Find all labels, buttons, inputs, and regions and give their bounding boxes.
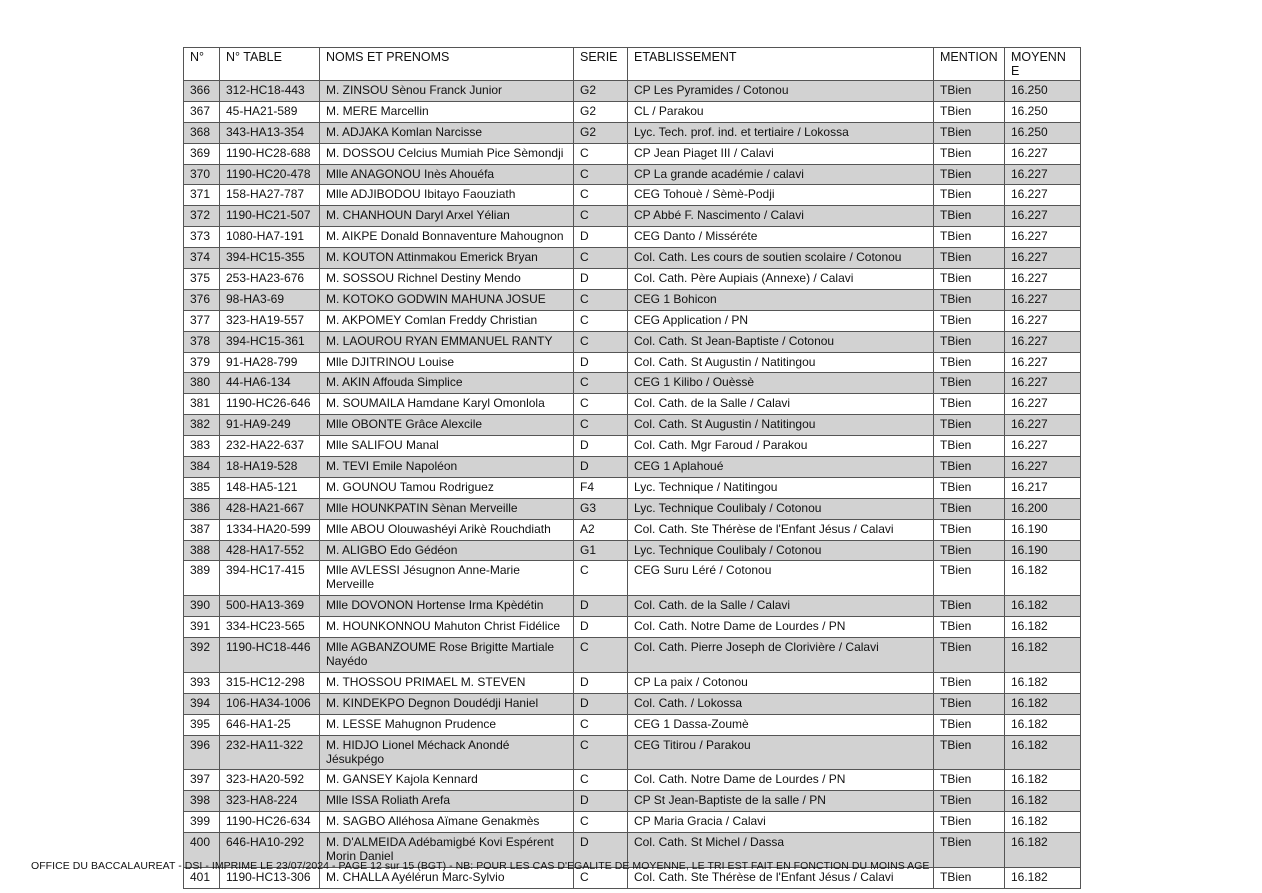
cell-establishment: Col. Cath. Ste Thérèse de l'Enfant Jésus / Calavi (628, 867, 934, 888)
cell-average: 16.227 (1005, 352, 1081, 373)
cell-mention: TBien (934, 310, 1005, 331)
cell-number: 392 (184, 638, 220, 673)
cell-table-number: 1334-HA20-599 (220, 519, 320, 540)
cell-number: 381 (184, 394, 220, 415)
cell-name: M. KOUTON Attinmakou Emerick Bryan (320, 248, 574, 269)
cell-establishment: CEG 1 Bohicon (628, 289, 934, 310)
cell-mention: TBien (934, 457, 1005, 478)
table-row (184, 812, 1081, 833)
cell-table-number: 428-HA21-667 (220, 498, 320, 519)
cell-table-number: 312-HC18-443 (220, 81, 320, 102)
cell-average: 16.182 (1005, 617, 1081, 638)
cell-average: 16.182 (1005, 812, 1081, 833)
cell-establishment: Col. Cath. St Augustin / Natitingou (628, 352, 934, 373)
cell-mention: TBien (934, 373, 1005, 394)
cell-serie: D (574, 693, 628, 714)
table-row (184, 672, 1081, 693)
table-row (184, 791, 1081, 812)
cell-establishment: Col. Cath. St Jean-Baptiste / Cotonou (628, 331, 934, 352)
cell-name: Mlle ANAGONOU Inès Ahouéfa (320, 164, 574, 185)
table-row (184, 498, 1081, 519)
column-header-serie: SERIE (574, 48, 628, 81)
cell-number: 393 (184, 672, 220, 693)
cell-establishment: CEG 1 Dassa-Zoumè (628, 714, 934, 735)
cell-serie: C (574, 248, 628, 269)
cell-serie: D (574, 791, 628, 812)
cell-mention: TBien (934, 352, 1005, 373)
cell-average: 16.182 (1005, 672, 1081, 693)
cell-average: 16.217 (1005, 477, 1081, 498)
cell-name: M. SOSSOU Richnel Destiny Mendo (320, 269, 574, 290)
cell-name: M. THOSSOU PRIMAEL M. STEVEN (320, 672, 574, 693)
cell-table-number: 334-HC23-565 (220, 617, 320, 638)
cell-serie: D (574, 352, 628, 373)
cell-name: Mlle ADJIBODOU Ibitayo Faouziath (320, 185, 574, 206)
cell-number: 386 (184, 498, 220, 519)
cell-number: 373 (184, 227, 220, 248)
cell-name: Mlle AGBANZOUME Rose Brigitte Martiale Nayédo (320, 638, 574, 673)
cell-number: 371 (184, 185, 220, 206)
cell-number: 367 (184, 101, 220, 122)
column-header-establishment: ETABLISSEMENT (628, 48, 934, 81)
cell-name: M. MERE Marcellin (320, 101, 574, 122)
cell-table-number: 315-HC12-298 (220, 672, 320, 693)
column-header-names: NOMS ET PRENOMS (320, 48, 574, 81)
cell-name: Mlle SALIFOU Manal (320, 436, 574, 457)
cell-table-number: 1190-HC18-446 (220, 638, 320, 673)
cell-establishment: CP Les Pyramides / Cotonou (628, 81, 934, 102)
cell-serie: D (574, 227, 628, 248)
cell-serie: G2 (574, 81, 628, 102)
cell-establishment: Lyc. Technique Coulibaly / Cotonou (628, 540, 934, 561)
cell-table-number: 44-HA6-134 (220, 373, 320, 394)
cell-mention: TBien (934, 477, 1005, 498)
cell-average: 16.227 (1005, 269, 1081, 290)
cell-table-number: 646-HA10-292 (220, 833, 320, 868)
cell-table-number: 232-HA22-637 (220, 436, 320, 457)
table-row (184, 143, 1081, 164)
table-row (184, 735, 1081, 770)
cell-establishment: Col. Cath. Ste Thérèse de l'Enfant Jésus / Calavi (628, 519, 934, 540)
cell-number: 400 (184, 833, 220, 868)
cell-mention: TBien (934, 519, 1005, 540)
cell-mention: TBien (934, 812, 1005, 833)
cell-name: M. TEVI Emile Napoléon (320, 457, 574, 478)
cell-number: 370 (184, 164, 220, 185)
table-row (184, 477, 1081, 498)
cell-establishment: Col. Cath. St Augustin / Natitingou (628, 415, 934, 436)
cell-name: M. KINDEKPO Degnon Doudédji Haniel (320, 693, 574, 714)
cell-name: Mlle OBONTE Grâce Alexcile (320, 415, 574, 436)
cell-table-number: 646-HA1-25 (220, 714, 320, 735)
table-row (184, 415, 1081, 436)
cell-number: 376 (184, 289, 220, 310)
cell-average: 16.227 (1005, 227, 1081, 248)
cell-number: 396 (184, 735, 220, 770)
cell-serie: C (574, 373, 628, 394)
cell-name: Mlle AVLESSI Jésugnon Anne-Marie Merveille (320, 561, 574, 596)
cell-number: 366 (184, 81, 220, 102)
cell-establishment: Col. Cath. Père Aupiais (Annexe) / Calavi (628, 269, 934, 290)
cell-average: 16.182 (1005, 693, 1081, 714)
cell-average: 16.182 (1005, 791, 1081, 812)
cell-establishment: CP La paix / Cotonou (628, 672, 934, 693)
cell-mention: TBien (934, 596, 1005, 617)
cell-name: Mlle DOVONON Hortense Irma Kpèdétin (320, 596, 574, 617)
cell-table-number: 232-HA11-322 (220, 735, 320, 770)
cell-number: 399 (184, 812, 220, 833)
cell-serie: C (574, 638, 628, 673)
cell-average: 16.182 (1005, 735, 1081, 770)
cell-serie: D (574, 269, 628, 290)
cell-average: 16.250 (1005, 81, 1081, 102)
cell-table-number: 158-HA27-787 (220, 185, 320, 206)
cell-table-number: 1190-HC26-646 (220, 394, 320, 415)
cell-table-number: 343-HA13-354 (220, 122, 320, 143)
table-row (184, 638, 1081, 673)
table-row (184, 373, 1081, 394)
table-row (184, 185, 1081, 206)
cell-name: M. CHALLA Ayélérun Marc-Sylvio (320, 867, 574, 888)
table-row (184, 331, 1081, 352)
cell-establishment: CEG 1 Kilibo / Ouèssè (628, 373, 934, 394)
cell-table-number: 91-HA9-249 (220, 415, 320, 436)
table-row (184, 81, 1081, 102)
cell-table-number: 45-HA21-589 (220, 101, 320, 122)
cell-number: 379 (184, 352, 220, 373)
column-header-table-number: N° TABLE (220, 48, 320, 81)
cell-establishment: Col. Cath. Pierre Joseph de Clorivière / Calavi (628, 638, 934, 673)
cell-mention: TBien (934, 185, 1005, 206)
cell-table-number: 1190-HC21-507 (220, 206, 320, 227)
cell-establishment: Col. Cath. St Michel / Dassa (628, 833, 934, 868)
cell-mention: TBien (934, 714, 1005, 735)
cell-mention: TBien (934, 81, 1005, 102)
cell-mention: TBien (934, 693, 1005, 714)
table-row (184, 519, 1081, 540)
cell-serie: C (574, 714, 628, 735)
cell-mention: TBien (934, 617, 1005, 638)
cell-number: 398 (184, 791, 220, 812)
cell-serie: C (574, 735, 628, 770)
cell-serie: C (574, 164, 628, 185)
table-row (184, 561, 1081, 596)
cell-table-number: 500-HA13-369 (220, 596, 320, 617)
table-row (184, 248, 1081, 269)
cell-average: 16.182 (1005, 638, 1081, 673)
cell-serie: D (574, 596, 628, 617)
cell-name: M. ADJAKA Komlan Narcisse (320, 122, 574, 143)
cell-establishment: Lyc. Tech. prof. ind. et tertiaire / Lokossa (628, 122, 934, 143)
cell-number: 372 (184, 206, 220, 227)
cell-average: 16.227 (1005, 310, 1081, 331)
cell-average: 16.182 (1005, 561, 1081, 596)
cell-table-number: 428-HA17-552 (220, 540, 320, 561)
cell-average: 16.190 (1005, 540, 1081, 561)
column-header-mention: MENTION (934, 48, 1005, 81)
cell-serie: D (574, 672, 628, 693)
cell-average: 16.250 (1005, 101, 1081, 122)
cell-mention: TBien (934, 248, 1005, 269)
cell-name: M. DOSSOU Celcius Mumiah Pice Sèmondji (320, 143, 574, 164)
cell-number: 389 (184, 561, 220, 596)
cell-serie: C (574, 394, 628, 415)
cell-number: 382 (184, 415, 220, 436)
cell-serie: G2 (574, 101, 628, 122)
cell-average: 16.227 (1005, 415, 1081, 436)
cell-mention: TBien (934, 415, 1005, 436)
cell-table-number: 106-HA34-1006 (220, 693, 320, 714)
cell-average: 16.250 (1005, 122, 1081, 143)
cell-table-number: 1190-HC28-688 (220, 143, 320, 164)
cell-number: 384 (184, 457, 220, 478)
cell-name: Mlle ISSA Roliath Arefa (320, 791, 574, 812)
cell-name: M. AIKPE Donald Bonnaventure Mahougnon (320, 227, 574, 248)
cell-mention: TBien (934, 735, 1005, 770)
cell-establishment: CEG Tohouè / Sèmè-Podji (628, 185, 934, 206)
cell-establishment: Lyc. Technique Coulibaly / Cotonou (628, 498, 934, 519)
cell-number: 390 (184, 596, 220, 617)
cell-serie: C (574, 867, 628, 888)
table-row (184, 310, 1081, 331)
cell-mention: TBien (934, 791, 1005, 812)
cell-table-number: 323-HA8-224 (220, 791, 320, 812)
cell-serie: C (574, 310, 628, 331)
cell-mention: TBien (934, 540, 1005, 561)
cell-average: 16.182 (1005, 596, 1081, 617)
cell-number: 394 (184, 693, 220, 714)
cell-average: 16.227 (1005, 164, 1081, 185)
cell-establishment: Col. Cath. / Lokossa (628, 693, 934, 714)
cell-average: 16.200 (1005, 498, 1081, 519)
cell-mention: TBien (934, 638, 1005, 673)
cell-mention: TBien (934, 227, 1005, 248)
cell-name: M. ALIGBO Edo Gédéon (320, 540, 574, 561)
cell-name: Mlle HOUNKPATIN Sènan Merveille (320, 498, 574, 519)
cell-average: 16.227 (1005, 394, 1081, 415)
cell-establishment: Col. Cath. de la Salle / Calavi (628, 394, 934, 415)
cell-table-number: 1190-HC13-306 (220, 867, 320, 888)
cell-table-number: 394-HC15-355 (220, 248, 320, 269)
cell-number: 369 (184, 143, 220, 164)
cell-mention: TBien (934, 672, 1005, 693)
cell-serie: F4 (574, 477, 628, 498)
cell-name: M. KOTOKO GODWIN MAHUNA JOSUE (320, 289, 574, 310)
table-row (184, 596, 1081, 617)
cell-mention: TBien (934, 833, 1005, 868)
cell-mention: TBien (934, 561, 1005, 596)
table-row (184, 617, 1081, 638)
cell-average: 16.182 (1005, 770, 1081, 791)
cell-serie: G2 (574, 122, 628, 143)
cell-serie: C (574, 185, 628, 206)
cell-establishment: Col. Cath. Notre Dame de Lourdes / PN (628, 770, 934, 791)
cell-average: 16.227 (1005, 289, 1081, 310)
table-row (184, 436, 1081, 457)
cell-serie: C (574, 143, 628, 164)
cell-serie: C (574, 415, 628, 436)
cell-name: M. CHANHOUN Daryl Arxel Yélian (320, 206, 574, 227)
cell-establishment: CEG Danto / Misséréte (628, 227, 934, 248)
cell-table-number: 1190-HC26-634 (220, 812, 320, 833)
cell-number: 397 (184, 770, 220, 791)
cell-average: 16.227 (1005, 206, 1081, 227)
cell-establishment: CP La grande académie / calavi (628, 164, 934, 185)
table-header-row (184, 48, 1081, 81)
table-row (184, 227, 1081, 248)
table-row (184, 206, 1081, 227)
cell-serie: G3 (574, 498, 628, 519)
cell-average: 16.227 (1005, 248, 1081, 269)
cell-mention: TBien (934, 269, 1005, 290)
cell-name: Mlle DJITRINOU Louise (320, 352, 574, 373)
cell-mention: TBien (934, 164, 1005, 185)
cell-serie: A2 (574, 519, 628, 540)
cell-name: M. GANSEY Kajola Kennard (320, 770, 574, 791)
cell-serie: C (574, 770, 628, 791)
table-row (184, 457, 1081, 478)
cell-serie: C (574, 561, 628, 596)
table-row (184, 269, 1081, 290)
table-row (184, 540, 1081, 561)
cell-table-number: 91-HA28-799 (220, 352, 320, 373)
cell-name: M. LAOUROU RYAN EMMANUEL RANTY (320, 331, 574, 352)
cell-name: M. AKPOMEY Comlan Freddy Christian (320, 310, 574, 331)
cell-name: Mlle ABOU Olouwashéyi Arikè Rouchdiath (320, 519, 574, 540)
cell-establishment: CL / Parakou (628, 101, 934, 122)
table-row (184, 289, 1081, 310)
cell-serie: D (574, 436, 628, 457)
cell-mention: TBien (934, 770, 1005, 791)
cell-mention: TBien (934, 331, 1005, 352)
cell-number: 383 (184, 436, 220, 457)
cell-establishment: CP St Jean-Baptiste de la salle / PN (628, 791, 934, 812)
cell-name: M. SAGBO Alléhosa Aïmane Genakmès (320, 812, 574, 833)
cell-average: 16.227 (1005, 331, 1081, 352)
cell-mention: TBien (934, 206, 1005, 227)
cell-serie: C (574, 331, 628, 352)
cell-table-number: 1190-HC20-478 (220, 164, 320, 185)
cell-table-number: 323-HA20-592 (220, 770, 320, 791)
cell-mention: TBien (934, 498, 1005, 519)
cell-table-number: 1080-HA7-191 (220, 227, 320, 248)
cell-establishment: CP Maria Gracia / Calavi (628, 812, 934, 833)
cell-average: 16.182 (1005, 714, 1081, 735)
table-row (184, 714, 1081, 735)
cell-serie: D (574, 457, 628, 478)
cell-establishment: Lyc. Technique / Natitingou (628, 477, 934, 498)
cell-serie: C (574, 206, 628, 227)
cell-number: 387 (184, 519, 220, 540)
cell-table-number: 98-HA3-69 (220, 289, 320, 310)
cell-number: 380 (184, 373, 220, 394)
cell-establishment: Col. Cath. de la Salle / Calavi (628, 596, 934, 617)
cell-serie: D (574, 617, 628, 638)
cell-number: 388 (184, 540, 220, 561)
cell-average: 16.182 (1005, 833, 1081, 868)
cell-average: 16.227 (1005, 457, 1081, 478)
cell-name: M. HOUNKONNOU Mahuton Christ Fidélice (320, 617, 574, 638)
cell-name: M. SOUMAILA Hamdane Karyl Omonlola (320, 394, 574, 415)
cell-table-number: 253-HA23-676 (220, 269, 320, 290)
results-table (183, 47, 1081, 889)
cell-number: 401 (184, 867, 220, 888)
table-body (184, 81, 1081, 889)
cell-number: 391 (184, 617, 220, 638)
cell-establishment: CEG Titirou / Parakou (628, 735, 934, 770)
cell-number: 378 (184, 331, 220, 352)
cell-number: 368 (184, 122, 220, 143)
column-header-number: N° (184, 48, 220, 81)
page-footer: OFFICE DU BACCALAUREAT - DSI - IMPRIME LE 23/07/2024 - PAGE 12 sur 15 (BGT) - NB: POUR LES CAS D'EGALITE DE MOYENNE, LE TRI EST FAIT EN FONCTION DU MOINS AGE (31, 860, 930, 872)
cell-name: M. HIDJO Lionel Méchack Anondé Jésukpégo (320, 735, 574, 770)
cell-mention: TBien (934, 394, 1005, 415)
cell-name: M. ZINSOU Sènou Franck Junior (320, 81, 574, 102)
cell-average: 16.190 (1005, 519, 1081, 540)
table-row (184, 164, 1081, 185)
cell-name: M. D'ALMEIDA Adébamigbé Kovi Espérent Morin Daniel (320, 833, 574, 868)
cell-serie: C (574, 812, 628, 833)
cell-number: 395 (184, 714, 220, 735)
cell-table-number: 18-HA19-528 (220, 457, 320, 478)
cell-serie: D (574, 833, 628, 868)
cell-name: M. AKIN Affouda Simplice (320, 373, 574, 394)
cell-average: 16.227 (1005, 185, 1081, 206)
cell-table-number: 394-HC17-415 (220, 561, 320, 596)
table-row (184, 122, 1081, 143)
cell-serie: C (574, 289, 628, 310)
cell-average: 16.227 (1005, 143, 1081, 164)
cell-establishment: Col. Cath. Les cours de soutien scolaire / Cotonou (628, 248, 934, 269)
cell-mention: TBien (934, 143, 1005, 164)
cell-name: M. LESSE Mahugnon Prudence (320, 714, 574, 735)
cell-serie: G1 (574, 540, 628, 561)
cell-establishment: Col. Cath. Mgr Faroud / Parakou (628, 436, 934, 457)
cell-mention: TBien (934, 436, 1005, 457)
cell-number: 375 (184, 269, 220, 290)
cell-table-number: 394-HC15-361 (220, 331, 320, 352)
column-header-average: MOYENNE (1005, 48, 1081, 81)
cell-number: 374 (184, 248, 220, 269)
table-row (184, 770, 1081, 791)
cell-establishment: CP Jean Piaget III / Calavi (628, 143, 934, 164)
cell-establishment: CEG 1 Aplahoué (628, 457, 934, 478)
table-row (184, 352, 1081, 373)
cell-table-number: 148-HA5-121 (220, 477, 320, 498)
cell-establishment: CP Abbé F. Nascimento / Calavi (628, 206, 934, 227)
cell-number: 385 (184, 477, 220, 498)
cell-mention: TBien (934, 101, 1005, 122)
cell-table-number: 323-HA19-557 (220, 310, 320, 331)
cell-average: 16.227 (1005, 436, 1081, 457)
cell-mention: TBien (934, 867, 1005, 888)
cell-average: 16.227 (1005, 373, 1081, 394)
cell-mention: TBien (934, 289, 1005, 310)
cell-mention: TBien (934, 122, 1005, 143)
table-row (184, 101, 1081, 122)
cell-name: M. GOUNOU Tamou Rodriguez (320, 477, 574, 498)
cell-establishment: CEG Suru Léré / Cotonou (628, 561, 934, 596)
cell-establishment: Col. Cath. Notre Dame de Lourdes / PN (628, 617, 934, 638)
cell-establishment: CEG Application / PN (628, 310, 934, 331)
cell-average: 16.182 (1005, 867, 1081, 888)
table-row (184, 394, 1081, 415)
table-row (184, 693, 1081, 714)
cell-number: 377 (184, 310, 220, 331)
